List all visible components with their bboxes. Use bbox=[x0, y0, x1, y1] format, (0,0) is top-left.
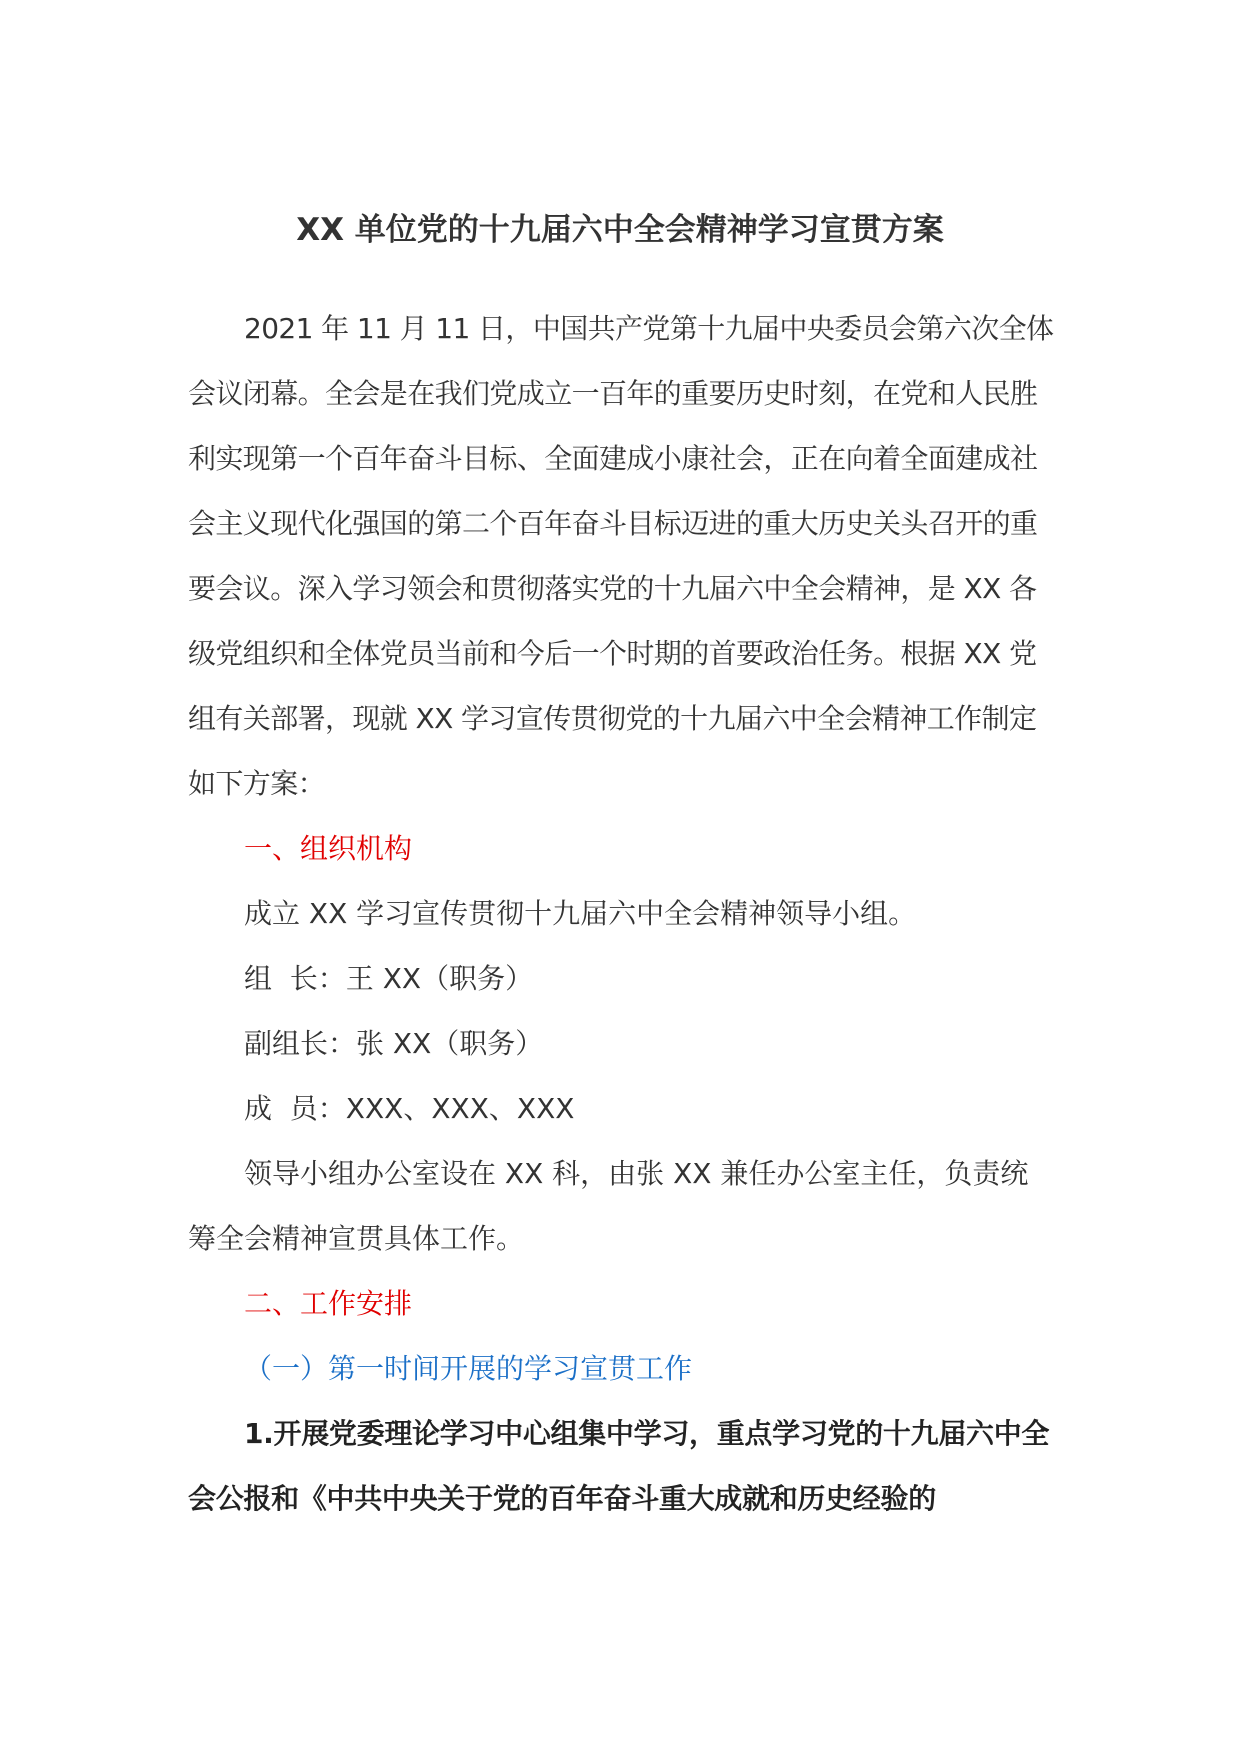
intro-paragraph: 2021 年 11 月 11 日，中国共产党第十九届中央委员会第六次全体会议闭幕。全会是在我们党成立一百年的重要历史时刻，在党和人民胜利实现第一个百年奋斗目标、全面建成小康社会，正在向着全面建成社会主义现代化强国的第二个百年奋斗目标迈进的重大历史关头召开的重要会议。深入学习领会和贯彻落实党的十九届六中全会精神，是 XX 各级党组织和全体党员当前和今后一个时期的首要政治任务。根据 XX 党组有关部署，现就 XX 学习宣传贯彻党的十九届六中全会精神工作制定如下方案： bbox=[188, 312, 1054, 800]
deputy-leader-line: 副组长：张 XX（职务） bbox=[244, 1027, 544, 1060]
leading-group-paragraph: 成立 XX 学习宣传贯彻十九届六中全会精神领导小组。 bbox=[244, 897, 917, 930]
section-heading-organization: 一、组织机构 bbox=[244, 832, 413, 865]
office-paragraph: 领导小组办公室设在 XX 科，由张 XX 兼任办公室主任，负责统筹全会精神宣贯具体工作。 bbox=[188, 1157, 1029, 1255]
document-body bbox=[188, 296, 1054, 1531]
section-heading-work-arrangement: 二、工作安排 bbox=[244, 1287, 413, 1320]
document-title: XX 单位党的十九届六中全会精神学习宣贯方案 bbox=[296, 212, 944, 248]
group-leader-line: 组 长：王 XX（职务） bbox=[244, 962, 534, 995]
members-line: 成 员：XXX、XXX、XXX bbox=[244, 1092, 575, 1125]
subsection-heading-first-time: （一）第一时间开展的学习宣贯工作 bbox=[244, 1352, 693, 1385]
item-1-paragraph: 1.开展党委理论学习中心组集中学习，重点学习党的十九届六中全会公报和《中共中央关于党的百年奋斗重大成就和历史经验的 bbox=[188, 1417, 1050, 1515]
